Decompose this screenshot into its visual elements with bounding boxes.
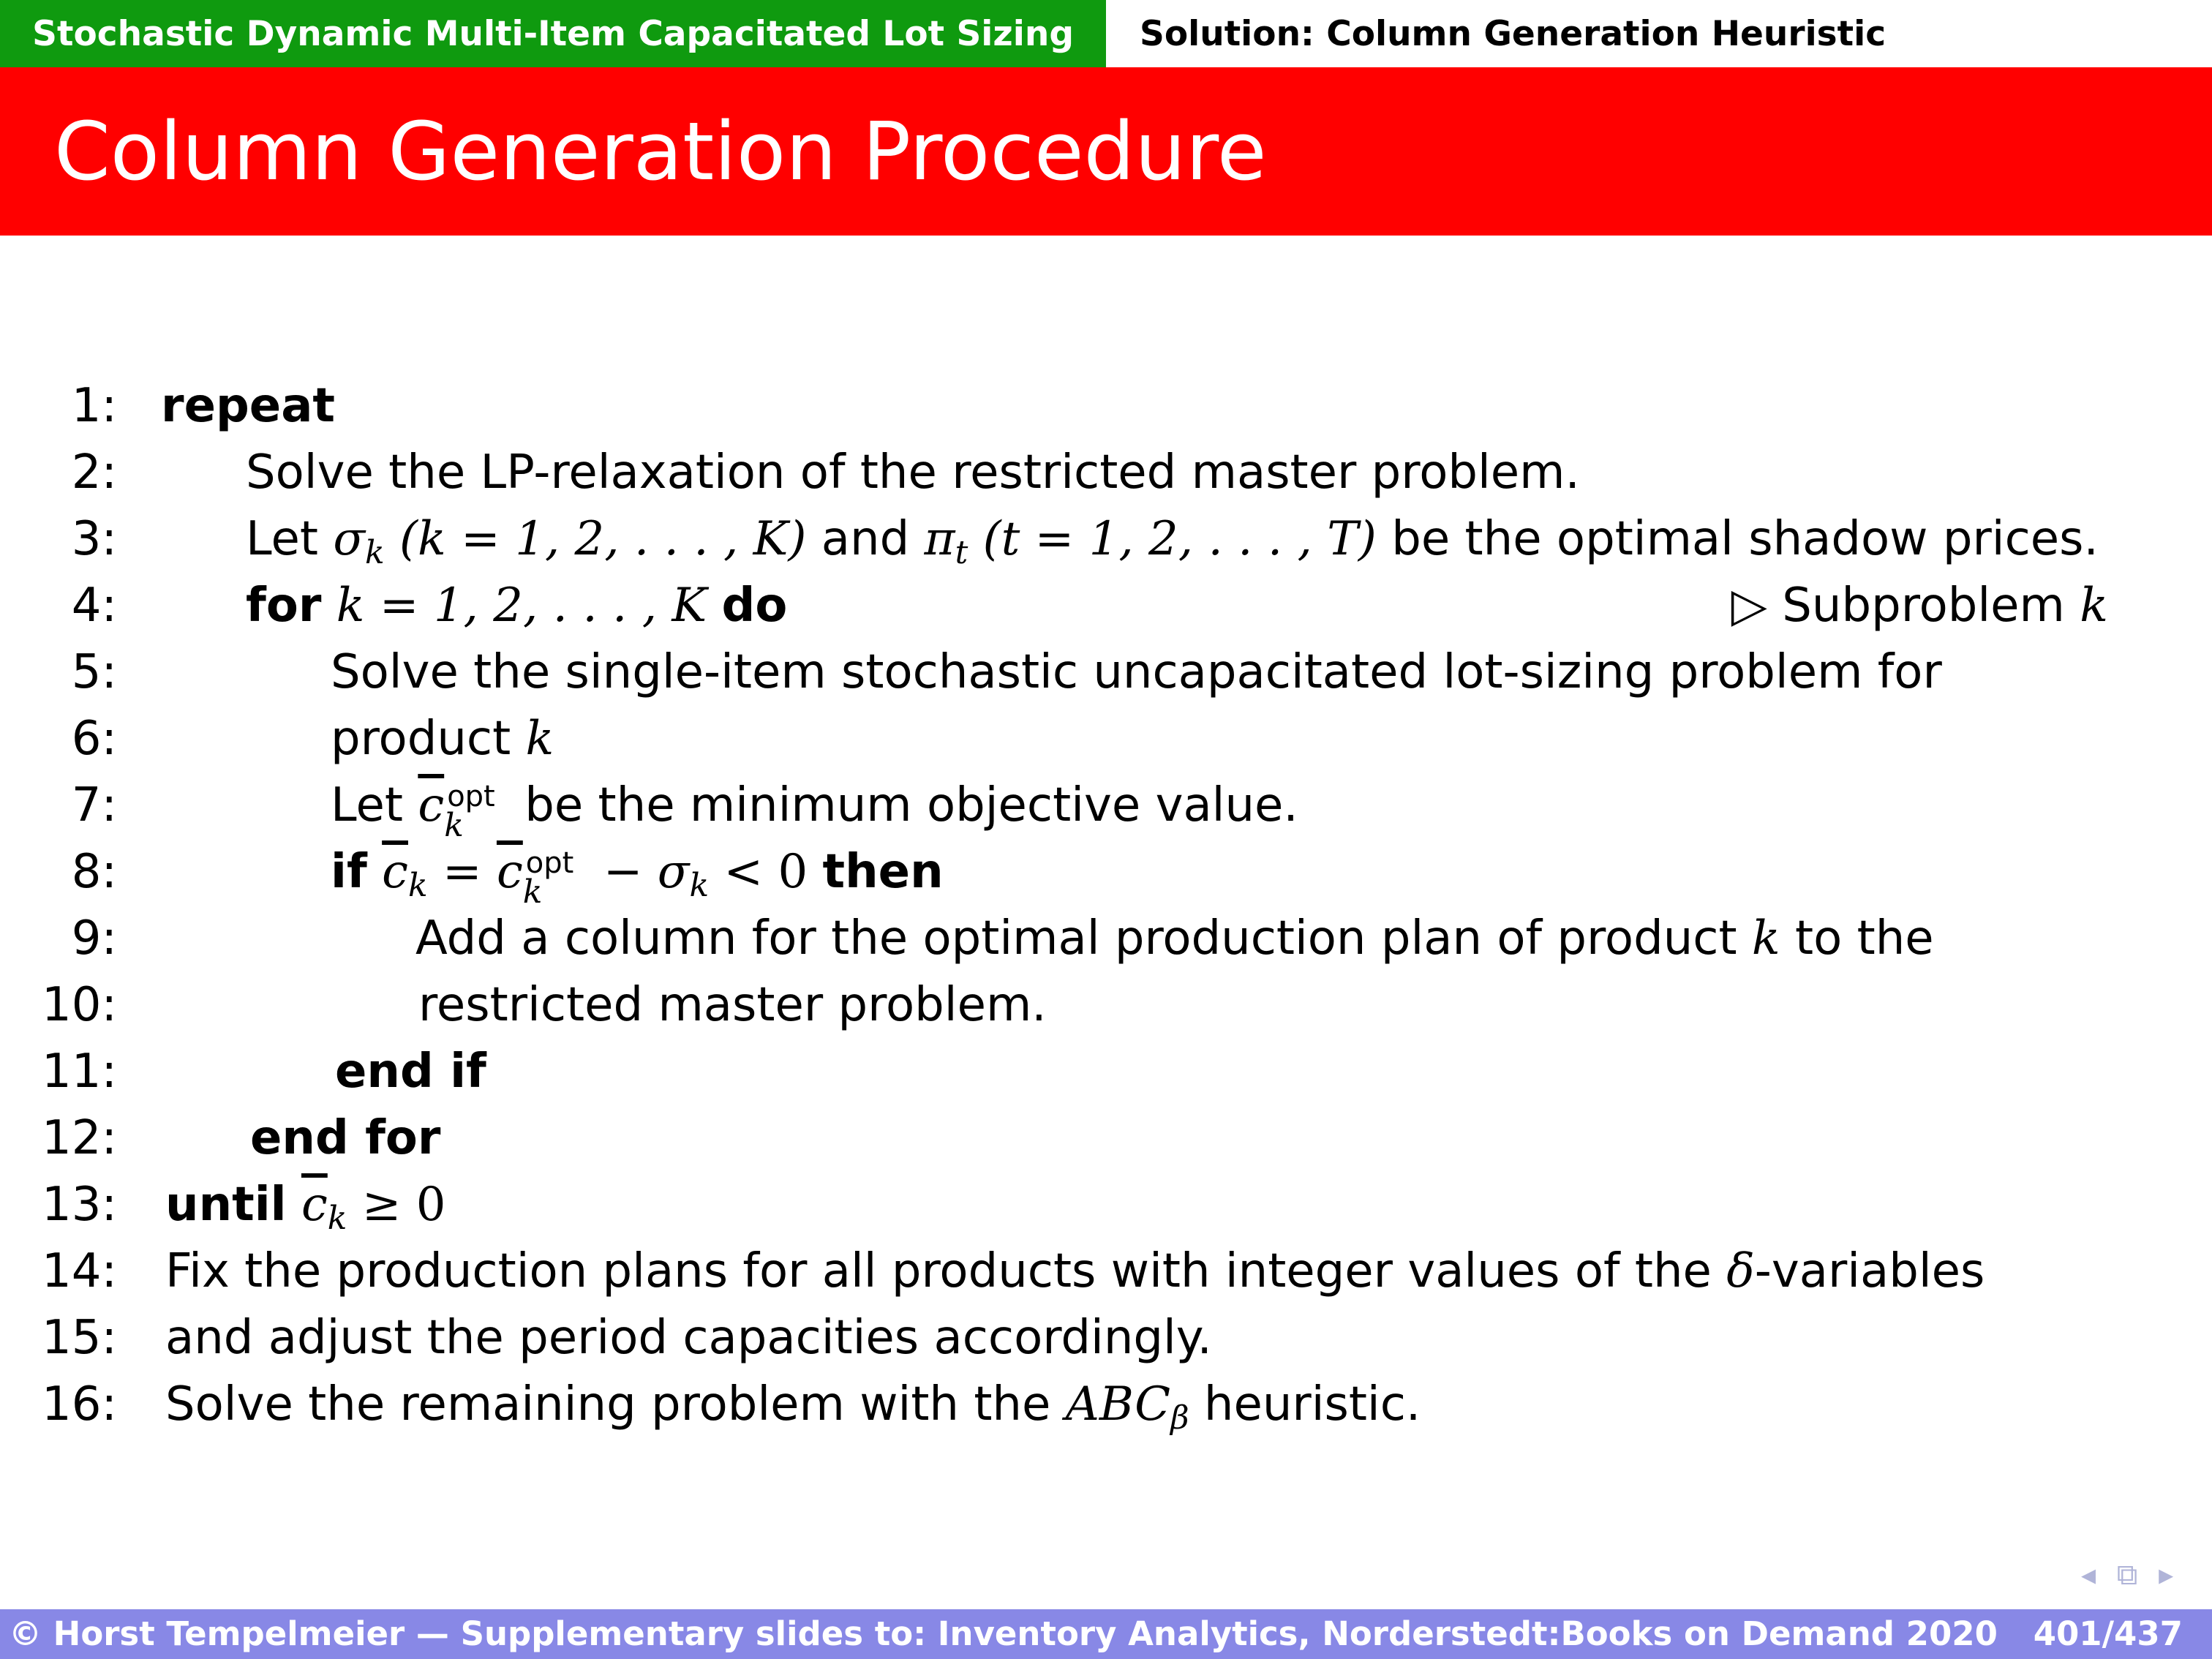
line-number: 11: [42,1045,117,1099]
line-number: 16: [42,1377,117,1432]
line-number: 9: [71,911,117,966]
algo-line-1 [0,373,2194,439]
line-text: Add a column for the optimal production plan of product k to the [415,911,1934,966]
algo-line-7 [0,772,2194,844]
line-number: 3: [71,512,117,566]
algo-line-8 [0,839,2194,911]
comment-triangle-icon: ▷ [1731,579,1767,633]
header-subsection-label: Solution: Column Generation Heuristic [1140,13,1886,54]
line-text: Fix the production plans for all products with integer values of the δ-variables [165,1244,1985,1298]
algo-line-10 [0,972,2194,1038]
line-number: 2: [71,445,117,500]
t-range: (t = 1, 2, . . . , T) [982,512,1377,566]
line-number: 15: [42,1311,117,1365]
keyword-end-if: end if [335,1045,486,1099]
algo-line-16 [0,1372,2194,1437]
keyword-do: do [721,579,788,633]
title-bar [0,67,2212,236]
algo-line-13 [0,1172,2194,1238]
line-number: 6: [71,712,117,766]
keyword-then: then [822,845,944,899]
header-section-label: Stochastic Dynamic Multi-Item Capacitated Lot Sizing [32,13,1074,54]
k-range: (k = 1, 2, . . . , K) [399,512,807,566]
line-text: Solve the LP-relaxation of the restricted master problem. [246,445,1580,500]
line-text: Let $\sigma_k$ (k = 1, 2, . . . , K) and $\pi_t$ (t = 1, 2, . . . , T) be the optimal shadow prices. [246,512,2099,571]
line-number: 5: [71,645,117,699]
keyword-until: until [165,1178,287,1232]
line-text: restricted master problem. [418,978,1047,1032]
line-number: 4: [71,579,117,633]
line-text: for k = 1, 2, . . . , K do [246,579,788,633]
line-text: Solve the remaining problem with the $ABC_\beta$ heuristic. [165,1377,1421,1437]
algo-line-15 [0,1305,2194,1371]
footer [0,1609,2212,1659]
line-number: 12: [42,1111,117,1165]
algo-line-14 [0,1238,2194,1304]
page-title: Column Generation Procedure [54,105,1267,198]
line-number: 8: [71,845,117,899]
line-text: and adjust the period capacities accordingly. [165,1311,1212,1365]
header-section [0,0,1106,67]
algo-line-5 [0,639,2194,705]
line-text: if $\overline{c}_k = \overline{c}$ opt k − $\sigma_k < 0$ then [331,845,944,911]
algo-line-3 [0,506,2194,572]
comment: ▷ Subproblem k [1731,579,2108,633]
navigation-controls[interactable]: ◂ ⧉ ▸ [2081,1558,2180,1592]
keyword-if: if [331,845,367,899]
line-number: 13: [42,1178,117,1232]
algo-line-2 [0,440,2194,505]
sigma-symbol: σ [333,512,366,566]
line-number: 7: [71,778,117,832]
line-text: until $\overline{c}_k \ge 0$ [165,1178,446,1237]
line-text: Let $\overline{c}$ opt k be the minimum objective value. [331,778,1298,844]
algo-line-6 [0,706,2194,772]
keyword-for: for [246,579,322,633]
line-text: product k [331,712,554,766]
pi-symbol: π [924,512,955,566]
keyword-repeat: repeat [161,379,335,433]
line-number: 14: [42,1244,117,1298]
algo-line-9 [0,906,2194,971]
line-number: 10: [42,978,117,1032]
header-subsection [1106,0,2212,67]
line-text: Solve the single-item stochastic uncapacitated lot-sizing problem for [331,645,1942,699]
footer-copyright: © Horst Tempelmeier — Supplementary slides to: Inventory Analytics, Norderstedt:Books on Demand 2020 [9,1614,1998,1653]
algo-line-11 [0,1039,2194,1105]
algo-line-4 [0,573,2194,639]
line-number: 1: [71,379,117,433]
algo-line-12 [0,1105,2194,1171]
page-number: 401/437 [2033,1614,2183,1653]
keyword-end-for: end for [250,1111,441,1165]
